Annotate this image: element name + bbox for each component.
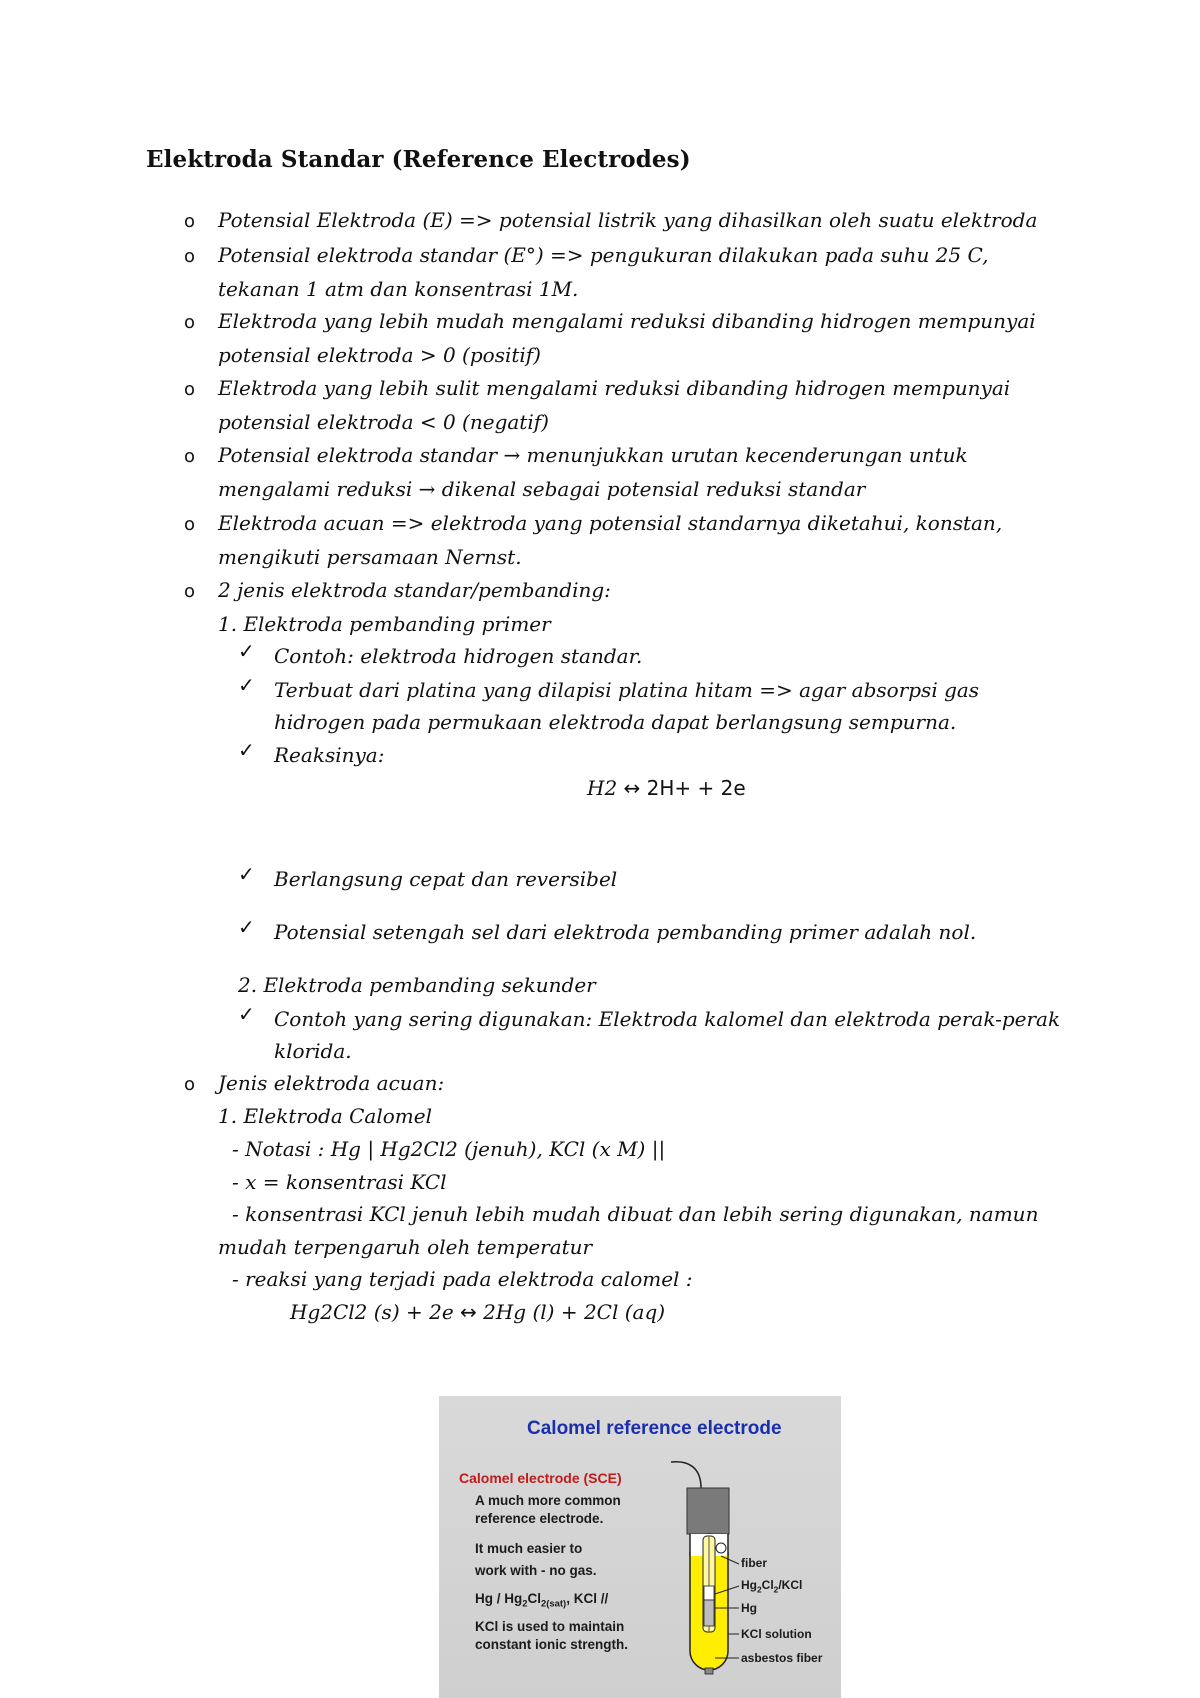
list-bullet: o — [184, 379, 196, 400]
calomel-line: - Notasi : Hg | Hg2Cl2 (jenuh), KCl (x M) || — [232, 1137, 666, 1161]
check-icon: ✓ — [238, 639, 255, 663]
list-item-line: 2 jenis elektroda standar/pembanding: — [218, 578, 611, 602]
check-icon: ✓ — [238, 915, 255, 939]
list-bullet: o — [184, 514, 196, 535]
figure-text: constant ionic strength. — [475, 1637, 629, 1652]
list-bullet: o — [184, 581, 196, 602]
list-item-line: potensial elektroda > 0 (positif) — [218, 343, 541, 367]
equation-left: Hg2Cl2 (s) + 2e — [290, 1300, 461, 1324]
list-item-line: Elektroda acuan => elektroda yang potensial standarnya diketahui, konstan, — [218, 511, 1003, 535]
list-item-line: Potensial elektroda standar → menunjukkan urutan kecenderungan untuk — [218, 443, 968, 467]
check-item-line: Berlangsung cepat dan reversibel — [274, 867, 618, 891]
check-icon: ✓ — [238, 673, 255, 697]
calomel-line: - reaksi yang terjadi pada elektroda calomel : — [232, 1267, 693, 1291]
list-item-line: tekanan 1 atm dan konsentrasi 1M. — [218, 277, 579, 301]
calomel-line: mudah terpengaruh oleh temperatur — [218, 1235, 593, 1259]
check-item-line: Contoh yang sering digunakan: Elektroda kalomel dan elektroda perak-perak — [274, 1007, 1061, 1031]
label-kcl: KCl solution — [741, 1627, 812, 1641]
list-item-line: mengalami reduksi → dikenal sebagai potensial reduksi standar — [218, 477, 866, 501]
calomel-line: - x = konsentrasi KCl — [232, 1170, 447, 1194]
list-item-line: Jenis elektroda acuan: — [218, 1071, 445, 1095]
check-item-line: hidrogen pada permukaan elektroda dapat berlangsung sempurna. — [274, 710, 957, 734]
check-item-line: Potensial setengah sel dari elektroda pembanding primer adalah nol. — [274, 920, 977, 944]
page-title: Elektroda Standar (Reference Electrodes) — [146, 146, 691, 173]
figure-text: It much easier to — [475, 1541, 583, 1556]
calomel-heading: 1. Elektroda Calomel — [218, 1104, 432, 1128]
figure-subtitle: Calomel electrode (SCE) — [459, 1470, 622, 1486]
list-bullet: o — [184, 1074, 196, 1095]
double-arrow-icon: ↔ — [460, 1300, 477, 1324]
check-item-line: Terbuat dari platina yang dilapisi platina hitam => agar absorpsi gas — [274, 678, 980, 702]
calomel-equation — [290, 1295, 665, 1329]
check-item-line: Contoh: elektroda hidrogen standar. — [274, 644, 643, 668]
label-fiber: fiber — [741, 1556, 768, 1570]
figure-text: A much more common — [475, 1493, 621, 1508]
double-arrow-icon: ↔ — [623, 776, 641, 800]
check-item-line: Reaksinya: — [274, 743, 385, 767]
figure-text: KCl is used to maintain — [475, 1619, 625, 1634]
equation-right: 2Hg (l) + 2Cl (aq) — [476, 1300, 666, 1324]
secondary-heading: 2. Elektroda pembanding sekunder — [238, 973, 596, 997]
list-item-line: Potensial elektroda standar (E°) => pengukuran dilakukan pada suhu 25 C, — [218, 243, 989, 267]
list-item-line: Potensial Elektroda (E) => potensial listrik yang dihasilkan oleh suatu elektroda — [218, 208, 1038, 232]
equation-left: H2 — [587, 776, 624, 800]
hydrogen-equation — [587, 771, 746, 805]
figure-text: reference electrode. — [475, 1511, 604, 1526]
list-item-line: Elektroda yang lebih sulit mengalami reduksi dibanding hidrogen mempunyai — [218, 376, 1011, 400]
figure-text: work with - no gas. — [475, 1563, 597, 1578]
check-icon: ✓ — [238, 738, 255, 762]
list-item-line: potensial elektroda < 0 (negatif) — [218, 410, 549, 434]
figure-notation: Hg / $Hg_2Cl_{2(sat)}$, KCl // — [475, 1591, 609, 1610]
label-hg: Hg — [741, 1601, 757, 1615]
figure-title: Calomel reference electrode — [527, 1418, 782, 1439]
label-paste: $Hg_2Cl_2$/KCl — [741, 1578, 803, 1595]
primary-heading: 1. Elektroda pembanding primer — [218, 612, 551, 636]
label-asbestos: asbestos fiber — [741, 1651, 823, 1665]
list-bullet: o — [184, 446, 196, 467]
equation-right: 2H+ + 2e — [640, 776, 746, 800]
list-item-line: Elektroda yang lebih mudah mengalami reduksi dibanding hidrogen mempunyai — [218, 309, 1036, 333]
list-item-line: mengikuti persamaan Nernst. — [218, 545, 522, 569]
check-icon: ✓ — [238, 1002, 255, 1026]
calomel-line: - konsentrasi KCl jenuh lebih mudah dibuat dan lebih sering digunakan, namun — [232, 1202, 1039, 1226]
check-icon: ✓ — [238, 862, 255, 886]
check-item-line: klorida. — [274, 1039, 352, 1063]
list-bullet: o — [184, 246, 196, 267]
calomel-figure — [439, 1396, 841, 1698]
list-bullet: o — [184, 312, 196, 333]
list-bullet: o — [184, 211, 196, 232]
